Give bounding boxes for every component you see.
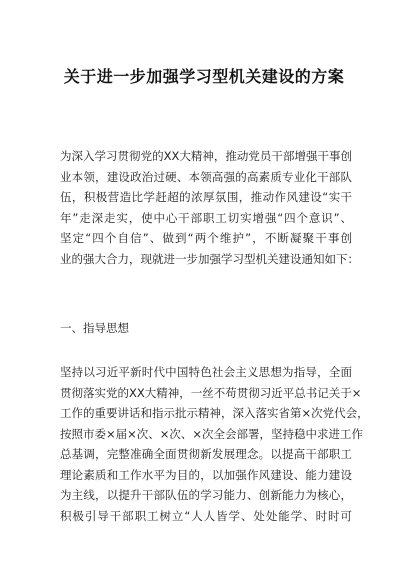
paragraph-line: 业的强大合力，现就进一步加强学习型机关建设通知如下： xyxy=(60,251,359,266)
document-title: 关于进一步加强学习型机关建设的方案 xyxy=(63,67,345,86)
intro-paragraph xyxy=(60,146,359,269)
paragraph-line: 伍，积极营造比学赶超的浓厚氛围，推动作风建设“实干 xyxy=(60,190,352,204)
paragraph-line: 为主线，以提升干部队伍的学习能力、创新能力为核心， xyxy=(60,488,352,502)
paragraph-line: 坚定“四个自信”、做到“两个维护”，不断凝聚干事创 xyxy=(60,231,352,245)
paragraph-line: 年”走深走实，使中心干部职工切实增强“四个意识”、 xyxy=(60,210,352,225)
paragraph-line: 坚持以习近平新时代中国特色社会主义思想为指导，全面 xyxy=(60,365,352,379)
paragraph-line: 贯彻落实党的XX大精神，一丝不苟贯彻习近平总书记关于× xyxy=(60,385,362,400)
paragraph-line: 按照市委×届×次、×次、×次全会部署，坚持稳中求进工作 xyxy=(60,426,364,441)
guiding-principle-paragraph xyxy=(60,362,369,526)
paragraph-line: 积极引导干部职工树立“人人皆学、处处能学、时时可 xyxy=(60,508,352,523)
paragraph-line: 总基调，完整准确全面贯彻新发展理念。以提高干部职工 xyxy=(60,447,352,461)
paragraph-line: 业本领，建设政治过硬、本领高强的高素质专业化干部队 xyxy=(60,169,352,184)
paragraph-line: 为深入学习贯彻党的XX大精神，推动党员干部增强干事创 xyxy=(60,149,352,163)
paragraph-line: 工作的重要讲话和指示批示精神，深入落实省第×次党代会， xyxy=(60,406,369,420)
paragraph-line: 理论素质和工作水平为目的，以加强作风建设、能力建设 xyxy=(60,467,352,482)
section-heading: 一、指导思想 xyxy=(60,321,129,335)
